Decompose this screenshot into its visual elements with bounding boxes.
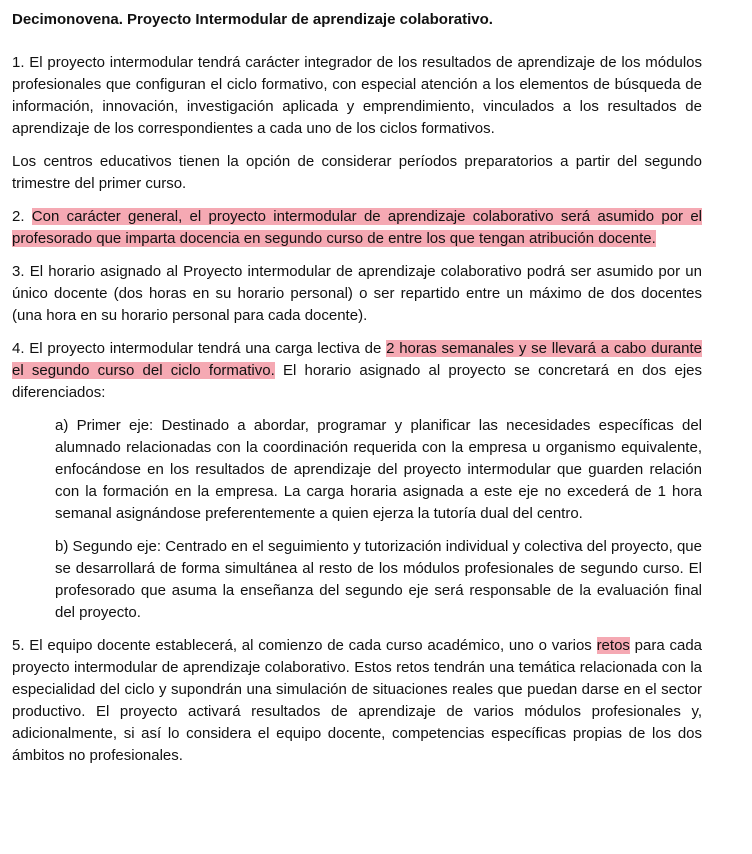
paragraph-4: [12, 338, 702, 404]
paragraph-4-rest: El horario asignado al proyecto se concretará en dos ejes diferenciados:: [12, 362, 702, 401]
paragraph-5: [12, 635, 702, 767]
paragraph-3: 3. El horario asignado al Proyecto intermodular de aprendizaje colaborativo podrá ser asumido por un único docente (dos horas en su horario personal) o ser repartido entre un máximo de dos docentes (una hora en su horario personal para cada docente).: [12, 263, 702, 324]
paragraph-2: [12, 206, 702, 250]
paragraph-5-highlight: retos: [596, 637, 630, 654]
paragraph-5-rest: para cada proyecto intermodular de aprendizaje colaborativo. Estos retos tendrán una temática relacionada con la especialidad del ciclo y supondrán una simulación de situaciones reales que puedan darse en el sector productivo. El proyecto activará resultados de aprendizaje de varios módulos profesionales y, adicionalmente, si así lo considera el equipo docente, competencias específicas propias de los dos ámbitos no profesionales.: [12, 637, 703, 764]
paragraph-1: 1. El proyecto intermodular tendrá carácter integrador de los resultados de aprendizaje de los módulos profesionales que configuran el ciclo formativo, con especial atención a los elementos de búsqueda de información, innovación, investigación aplicada y emprendimiento, vinculados a los resultados de aprendizaje de los correspondientes a cada uno de los ciclos formativos.: [12, 54, 702, 137]
paragraph-centros: Los centros educativos tienen la opción de considerar períodos preparatorios a partir del segundo trimestre del primer curso.: [12, 153, 702, 192]
document-body: [12, 0, 702, 767]
paragraph-2-highlight: Con carácter general, el proyecto intermodular de aprendizaje colaborativo será asumido por el profesorado que imparta docencia en segundo curso de entre los que tengan atribución docente.: [12, 208, 702, 247]
paragraph-4a: a) Primer eje: Destinado a abordar, programar y planificar las necesidades específicas del alumnado relacionadas con la coordinación requerida con la empresa u organismo equivalente, enfocándose en los resultados de aprendizaje del proyecto intermodular que guarden relación con la formación en la empresa. La carga horaria asignada a este eje no excederá de 1 hora semanal asignándose preferentemente a quien ejerza la tutoría dual del centro.: [55, 417, 702, 522]
paragraph-4-intro: 4. El proyecto intermodular tendrá una carga lectiva de: [12, 340, 387, 357]
section-title: Decimonovena. Proyecto Intermodular de aprendizaje colaborativo.: [12, 11, 493, 28]
paragraph-5-intro: 5. El equipo docente establecerá, al comienzo de cada curso académico, uno o varios: [12, 637, 597, 654]
paragraph-4b: b) Segundo eje: Centrado en el seguimiento y tutorización individual y colectiva del proyecto, que se desarrollará de forma simultánea al resto de los módulos profesionales de segundo curso. El profesorado que asuma la enseñanza del segundo eje será responsable de la evaluación final del proyecto.: [55, 538, 702, 621]
paragraph-2-number: 2.: [12, 208, 32, 225]
paragraph-4-highlight: 2 horas semanales y se llevará a cabo durante el segundo curso del ciclo formativo.: [12, 340, 703, 379]
